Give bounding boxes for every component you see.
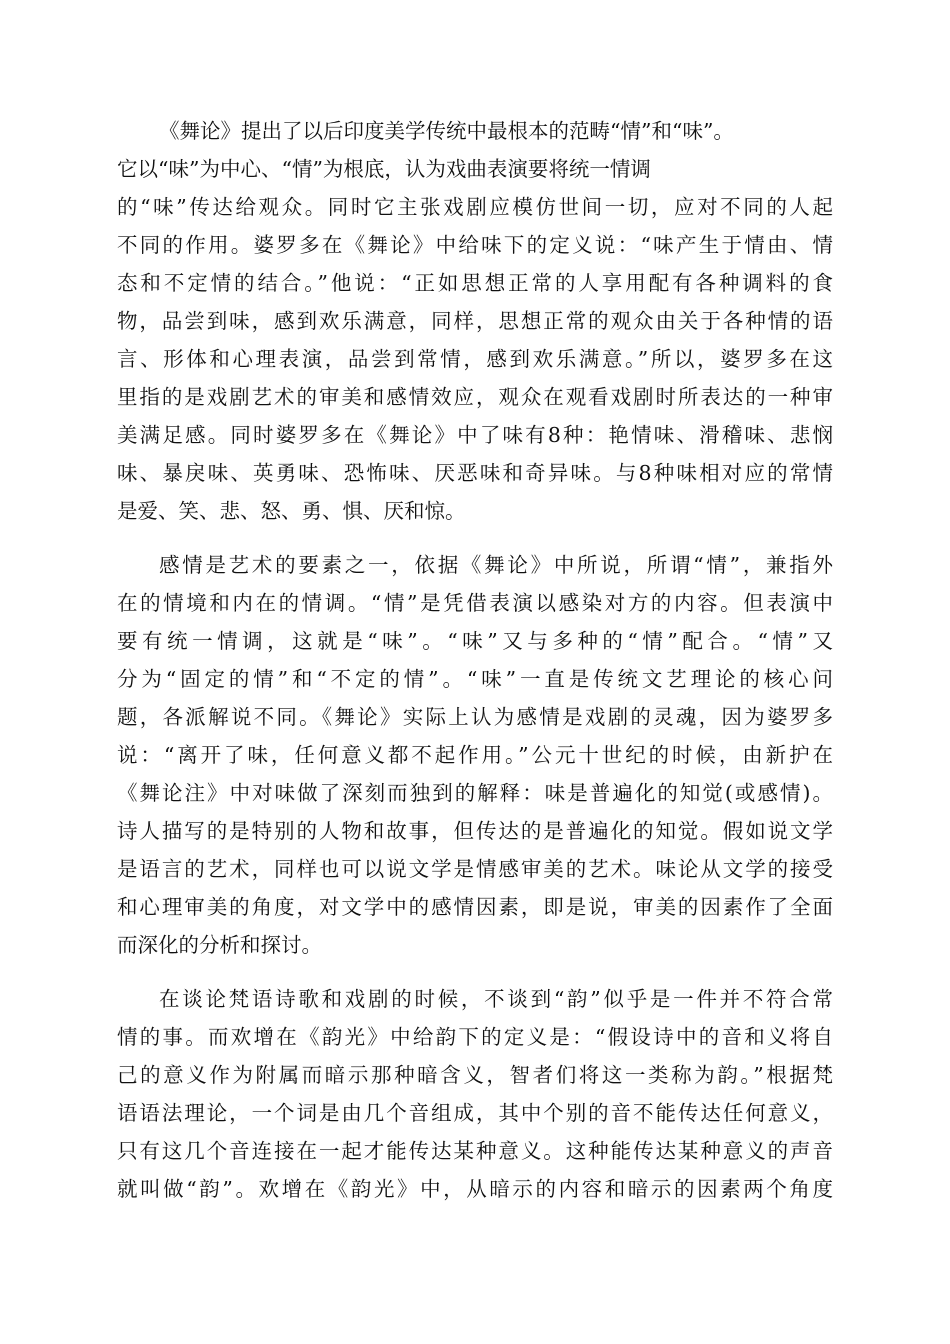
paragraph-line: 里指的是戏剧艺术的审美和感情效应，观众在观看戏剧时所表达的一种审 bbox=[117, 385, 833, 409]
paragraph-line: 就叫做“韵”。欢增在《韵光》中，从暗示的内容和暗示的因素两个角度 bbox=[117, 1177, 833, 1201]
paragraph-line: 不同的作用。婆罗多在《舞论》中给味下的定义说：“味产生于情由、情 bbox=[117, 233, 833, 257]
paragraph-line: 物，品尝到味，感到欢乐满意，同样，思想正常的观众由关于各种情的语 bbox=[117, 309, 833, 333]
paragraph-line: 在谈论梵语诗歌和戏剧的时候，不谈到“韵”似乎是一件并不符合常 bbox=[159, 987, 833, 1011]
paragraph-line: 只有这几个音连接在一起才能传达某种意义。这种能传达某种意义的声音 bbox=[117, 1139, 833, 1163]
paragraph-1 bbox=[117, 112, 833, 530]
paragraph-line: 感情是艺术的要素之一，依据《舞论》中所说，所谓“情”，兼指外 bbox=[159, 553, 833, 577]
paragraph-line: 是语言的艺术，同样也可以说文学是情感审美的艺术。味论从文学的接受 bbox=[117, 857, 833, 881]
paragraph-line: 《舞论》提出了以后印度美学传统中最根本的范畴“情”和“味”。 bbox=[159, 119, 734, 143]
paragraph-line: 言、形体和心理表演，品尝到常情，感到欢乐满意。”所以，婆罗多在这 bbox=[117, 347, 833, 371]
paragraph-line: 说：“离开了味，任何意义都不起作用。”公元十世纪的时候，由新护在 bbox=[117, 743, 833, 767]
paragraph-line: 美满足感。同时婆罗多在《舞论》中了味有8种：艳情味、滑稽味、悲悯 bbox=[117, 423, 833, 447]
paragraph-line: 态和不定情的结合。”他说：“正如思想正常的人享用配有各种调料的食 bbox=[117, 271, 833, 295]
paragraph-line: 的“味”传达给观众。同时它主张戏剧应模仿世间一切，应对不同的人起 bbox=[117, 195, 833, 219]
paragraph-line: 在的情境和内在的情调。“情”是凭借表演以感染对方的内容。但表演中 bbox=[117, 591, 833, 615]
paragraph-line: 《舞论注》中对味做了深刻而独到的解释：味是普遍化的知觉(或感情)。 bbox=[117, 781, 833, 805]
paragraph-line: 它以“味”为中心、“情”为根底，认为戏曲表演要将统一情调 bbox=[117, 157, 651, 181]
paragraph-line: 情的事。而欢增在《韵光》中给韵下的定义是：“假设诗中的音和义将自 bbox=[117, 1025, 833, 1049]
paragraph-2 bbox=[117, 546, 833, 964]
paragraph-line: 分为“固定的情”和“不定的情”。“味”一直是传统文艺理论的核心问 bbox=[117, 667, 833, 691]
paragraph-line: 题，各派解说不同。《舞论》实际上认为感情是戏剧的灵魂，因为婆罗多 bbox=[117, 705, 833, 729]
paragraph-3 bbox=[117, 980, 833, 1208]
paragraph-line: 要有统一情调，这就是“味”。“味”又与多种的“情”配合。“情”又 bbox=[117, 629, 833, 653]
paragraph-line: 己的意义作为附属而暗示那种暗含义，智者们将这一类称为韵。”根据梵 bbox=[117, 1063, 833, 1087]
paragraph-line: 而深化的分析和探讨。 bbox=[117, 933, 322, 957]
paragraph-line: 是爱、笑、悲、怒、勇、惧、厌和惊。 bbox=[117, 499, 466, 523]
paragraph-line: 和心理审美的角度，对文学中的感情因素，即是说，审美的因素作了全面 bbox=[117, 895, 833, 919]
paragraph-line: 诗人描写的是特别的人物和故事，但传达的是普遍化的知觉。假如说文学 bbox=[117, 819, 833, 843]
paragraph-line: 味、暴戾味、英勇味、恐怖味、厌恶味和奇异味。与8种味相对应的常情 bbox=[117, 461, 833, 485]
paragraph-line: 语语法理论，一个词是由几个音组成，其中个别的音不能传达任何意义， bbox=[117, 1101, 833, 1125]
